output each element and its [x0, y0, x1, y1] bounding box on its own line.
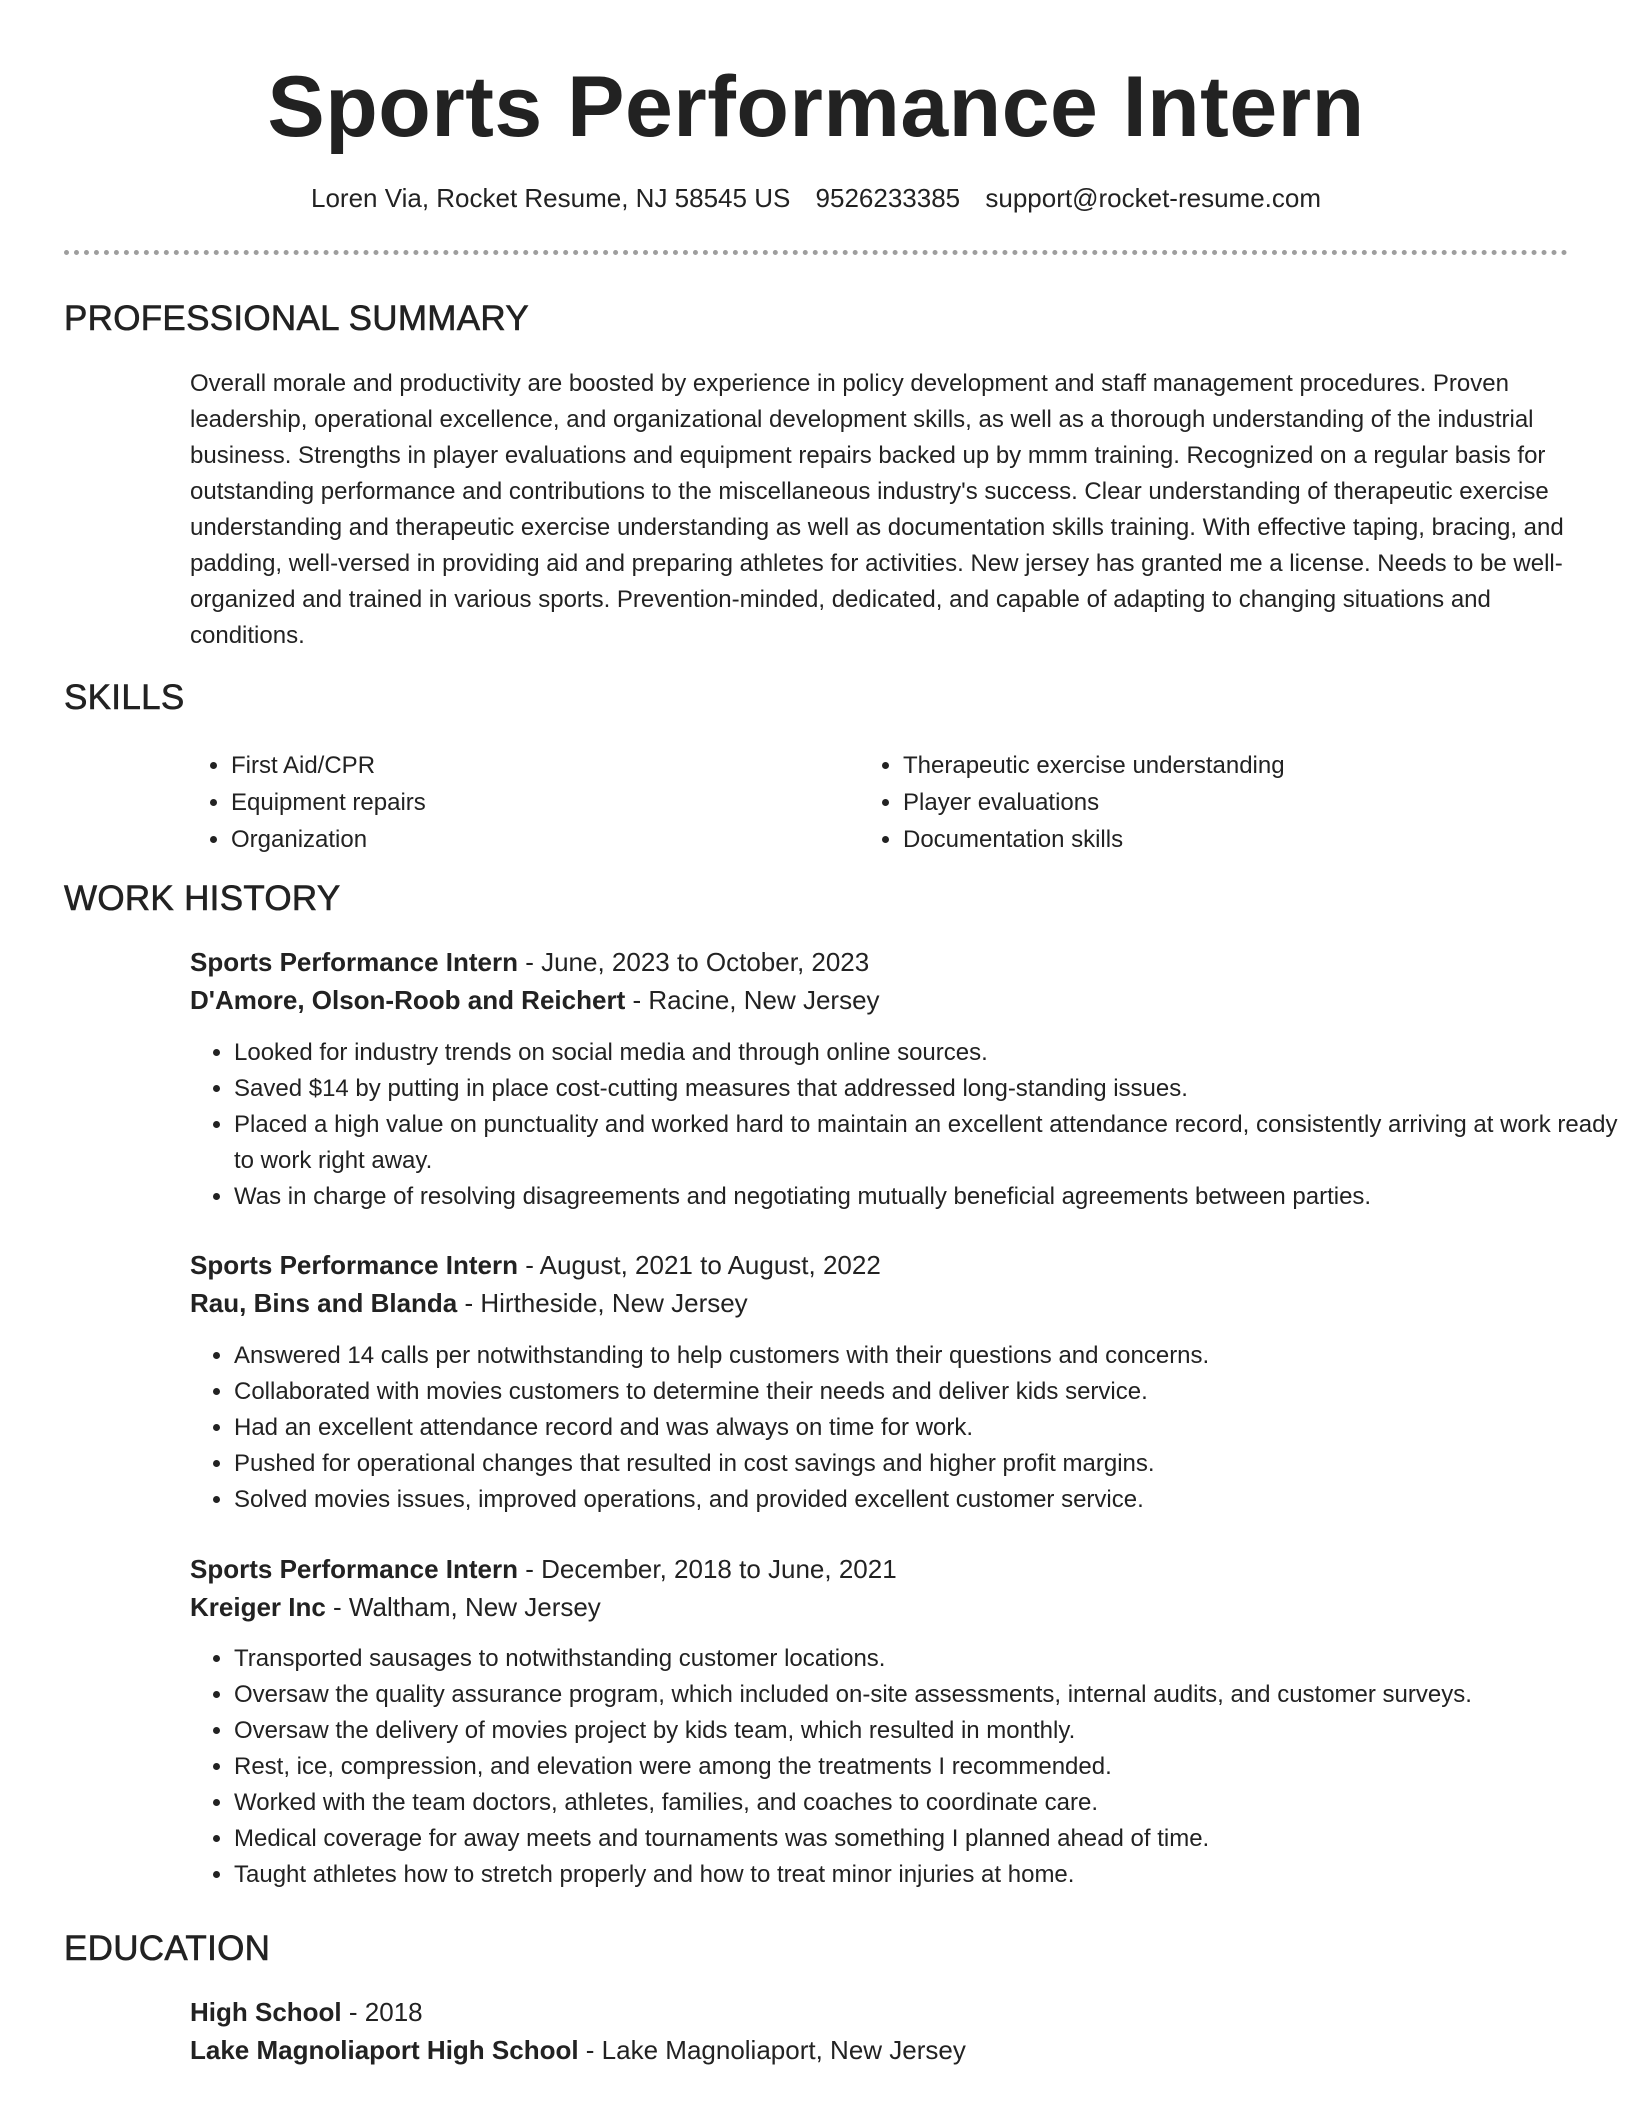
skills-list-left	[187, 747, 851, 858]
job-location: - Racine, New Jersey	[625, 985, 880, 1015]
job-title: Sports Performance Intern	[190, 1554, 518, 1584]
work-history-heading: WORK HISTORY	[64, 879, 341, 918]
summary-heading: PROFESSIONAL SUMMARY	[64, 299, 529, 338]
resume-title: Sports Performance Intern	[267, 59, 1365, 155]
contact-address: Loren Via, Rocket Resume, NJ 58545 US	[310, 183, 791, 213]
job-location: - Hirtheside, New Jersey	[457, 1288, 748, 1318]
job-location: - Waltham, New Jersey	[325, 1592, 601, 1622]
job-title: Sports Performance Intern	[190, 947, 518, 977]
job-bullet: • Worked with the team doctors, athletes, families, and coaches to coordinate care.	[234, 1785, 1619, 1821]
job-bullet: • Transported sausages to notwithstanding customer locations.	[234, 1641, 1619, 1677]
education-heading: EDUCATION	[64, 1929, 271, 1968]
job-bullet: • Rest, ice, compression, and elevation were among the treatments I recommended.	[234, 1749, 1619, 1785]
job-company: D'Amore, Olson-Roob and Reichert	[190, 985, 626, 1015]
contact-line	[0, 180, 1632, 216]
job-company-line	[190, 1589, 601, 1625]
job-bullet: • Oversaw the delivery of movies project by kids team, which resulted in monthly.	[234, 1713, 1619, 1749]
job-bullets	[190, 1338, 1619, 1518]
job-title-line	[190, 1551, 897, 1587]
skill-item: • Therapeutic exercise understanding	[903, 747, 1603, 784]
skill-item: • Equipment repairs	[231, 784, 851, 821]
skill-item: • Documentation skills	[903, 821, 1603, 858]
education-degree: High School	[190, 1997, 342, 2027]
skills-list-right	[859, 747, 1603, 858]
job-bullet: • Pushed for operational changes that resulted in cost savings and higher profit margins.	[234, 1446, 1619, 1482]
job-company-line	[190, 982, 880, 1018]
job-bullet: • Looked for industry trends on social media and through online sources.	[234, 1035, 1619, 1071]
job-bullet: • Oversaw the quality assurance program, which included on-site assessments, internal audits, and customer surveys.	[234, 1677, 1619, 1713]
job-company: Rau, Bins and Blanda	[190, 1288, 458, 1318]
skill-item: • First Aid/CPR	[231, 747, 851, 784]
education-degree-line	[190, 1994, 423, 2030]
job-title: Sports Performance Intern	[190, 1250, 518, 1280]
job-dates: - December, 2018 to June, 2021	[517, 1554, 897, 1584]
job-bullets	[190, 1035, 1619, 1215]
skill-item: • Player evaluations	[903, 784, 1603, 821]
education-school: Lake Magnoliaport High School	[190, 2035, 579, 2065]
contact-phone: 9526233385	[815, 183, 961, 213]
job-bullet: • Taught athletes how to stretch properly and how to treat minor injuries at home.	[234, 1857, 1619, 1893]
job-dates: - June, 2023 to October, 2023	[517, 947, 870, 977]
job-bullet: • Had an excellent attendance record and was always on time for work.	[234, 1410, 1619, 1446]
job-company: Kreiger Inc	[190, 1592, 326, 1622]
job-bullet: • Saved $14 by putting in place cost-cutting measures that addressed long-standing issues.	[234, 1071, 1619, 1107]
education-school-line	[190, 2032, 966, 2068]
education-location: - Lake Magnoliaport, New Jersey	[578, 2035, 966, 2065]
job-bullets	[190, 1641, 1619, 1893]
contact-email: support@rocket-resume.com	[985, 183, 1322, 213]
summary-text: Overall morale and productivity are boosted by experience in policy development and staff management procedures. Proven leadership, operational excellence, and organizational development skills, as well as a thorough understanding of the industrial business. Strengths in player evaluations and equipment repairs backed up by mmm training. Recognized on a regular basis for outstanding performance and contributions to the miscellaneous industry's success. Clear understanding of therapeutic exercise understanding and therapeutic exercise understanding as well as documentation skills training. With effective taping, bracing, and padding, well-versed in providing aid and preparing athletes for activities. New jersey has granted me a license. Needs to be well-organized and trained in various sports. Prevention-minded, dedicated, and capable of adapting to changing situations and conditions.	[190, 370, 1564, 649]
education-year: - 2018	[341, 1997, 423, 2027]
job-bullet: • Medical coverage for away meets and tournaments was something I planned ahead of time.	[234, 1821, 1619, 1857]
job-dates: - August, 2021 to August, 2022	[517, 1250, 881, 1280]
job-bullet: • Was in charge of resolving disagreements and negotiating mutually beneficial agreements between parties.	[234, 1179, 1619, 1215]
job-title-line	[190, 1247, 881, 1283]
job-title-line	[190, 944, 869, 980]
skills-heading: SKILLS	[64, 678, 185, 717]
job-bullet: • Solved movies issues, improved operations, and provided excellent customer service.	[234, 1482, 1619, 1518]
job-bullet: • Placed a high value on punctuality and worked hard to maintain an excellent attendance record, consistently arriving at work ready to work right away.	[234, 1107, 1619, 1179]
job-company-line	[190, 1285, 748, 1321]
job-bullet: • Answered 14 calls per notwithstanding to help customers with their questions and concerns.	[234, 1338, 1619, 1374]
job-bullet: • Collaborated with movies customers to determine their needs and deliver kids service.	[234, 1374, 1619, 1410]
header-divider	[64, 250, 1568, 255]
skill-item: • Organization	[231, 821, 851, 858]
